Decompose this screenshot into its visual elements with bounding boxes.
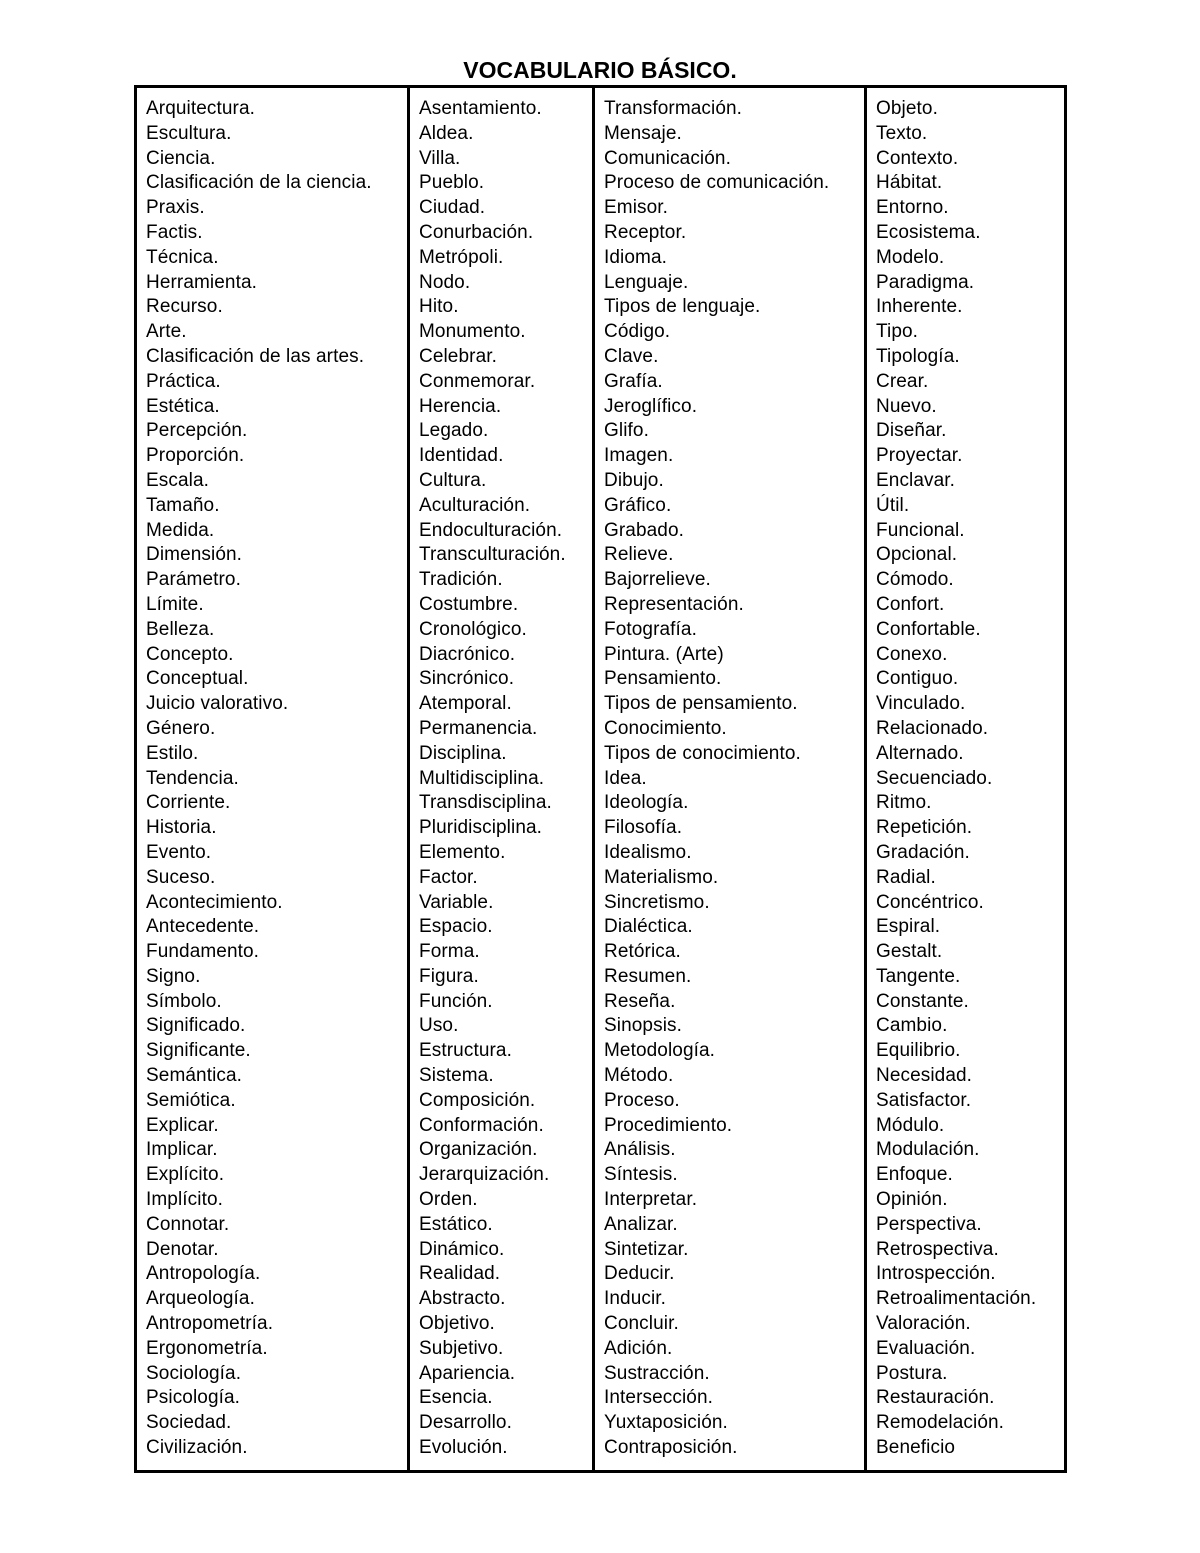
vocabulary-term: Dinámico.	[419, 1238, 505, 1260]
vocabulary-term: Antropometría.	[146, 1313, 274, 1335]
vocabulary-term: Idioma.	[604, 246, 668, 268]
vocabulary-term: Estética.	[146, 395, 220, 417]
vocabulary-term: Herencia.	[419, 395, 502, 417]
vocabulary-term: Civilización.	[146, 1437, 248, 1459]
vocabulary-term: Relacionado.	[876, 717, 989, 739]
vocabulary-term: Hábitat.	[876, 172, 943, 194]
vocabulary-term: Confort.	[876, 593, 945, 615]
vocabulary-column-1	[137, 88, 410, 1470]
vocabulary-term: Fundamento.	[146, 941, 260, 963]
vocabulary-term: Remodelación.	[876, 1412, 1005, 1434]
vocabulary-term: Sustracción.	[604, 1362, 710, 1384]
vocabulary-term: Modelo.	[876, 246, 945, 268]
vocabulary-term: Cronológico.	[419, 618, 527, 640]
vocabulary-column-4	[867, 88, 1064, 1470]
vocabulary-term: Asentamiento.	[419, 98, 542, 119]
vocabulary-term: Semiótica.	[146, 1089, 236, 1111]
vocabulary-term: Ciudad.	[419, 197, 486, 219]
vocabulary-term: Transdisciplina.	[419, 792, 552, 814]
vocabulary-term: Historia.	[146, 817, 217, 839]
vocabulary-term: Objeto.	[876, 98, 938, 119]
vocabulary-term: Variable.	[419, 891, 494, 913]
vocabulary-term: Tamaño.	[146, 494, 220, 516]
vocabulary-term: Imagen.	[604, 445, 674, 467]
vocabulary-term: Relieve.	[604, 544, 674, 566]
vocabulary-term: Contiguo.	[876, 668, 959, 690]
vocabulary-term: Deducir.	[604, 1263, 675, 1285]
vocabulary-term: Retroalimentación.	[876, 1288, 1037, 1310]
vocabulary-term: Significante.	[146, 1040, 251, 1062]
vocabulary-term: Jeroglífico.	[604, 395, 698, 417]
vocabulary-term: Realidad.	[419, 1263, 501, 1285]
vocabulary-term: Proceso de comunicación.	[604, 172, 830, 194]
vocabulary-term: Monumento.	[419, 321, 526, 343]
vocabulary-term: Espiral.	[876, 916, 941, 938]
vocabulary-term: Desarrollo.	[419, 1412, 512, 1434]
vocabulary-term: Explicar.	[146, 1114, 219, 1136]
vocabulary-term: Identidad.	[419, 445, 504, 467]
vocabulary-term: Receptor.	[604, 221, 687, 243]
vocabulary-term: Concepto.	[146, 643, 234, 665]
vocabulary-term: Contexto.	[876, 147, 959, 169]
vocabulary-term: Suceso.	[146, 866, 216, 888]
vocabulary-term: Vinculado.	[876, 693, 966, 715]
vocabulary-term: Hito.	[419, 296, 459, 318]
vocabulary-term: Evento.	[146, 841, 212, 863]
vocabulary-term: Pensamiento.	[604, 668, 722, 690]
vocabulary-term: Método.	[604, 1065, 674, 1087]
vocabulary-term: Clave.	[604, 345, 659, 367]
vocabulary-term: Ideología.	[604, 792, 689, 814]
vocabulary-column-2	[410, 88, 595, 1470]
vocabulary-term: Escala.	[146, 469, 210, 491]
vocabulary-term: Texto.	[876, 122, 928, 144]
vocabulary-term: Representación.	[604, 593, 744, 615]
vocabulary-term: Arquitectura.	[146, 98, 256, 119]
vocabulary-term: Concéntrico.	[876, 891, 984, 913]
vocabulary-term: Pueblo.	[419, 172, 485, 194]
vocabulary-term: Organización.	[419, 1139, 538, 1161]
vocabulary-term: Mensaje.	[604, 122, 682, 144]
vocabulary-term: Secuenciado.	[876, 767, 993, 789]
vocabulary-term: Filosofía.	[604, 817, 683, 839]
vocabulary-term: Factis.	[146, 221, 203, 243]
vocabulary-term: Sistema.	[419, 1065, 494, 1087]
vocabulary-term: Semántica.	[146, 1065, 243, 1087]
vocabulary-term: Belleza.	[146, 618, 215, 640]
vocabulary-term: Tipos de lenguaje.	[604, 296, 761, 318]
vocabulary-term: Factor.	[419, 866, 478, 888]
vocabulary-term: Evolución.	[419, 1437, 508, 1459]
vocabulary-term: Figura.	[419, 965, 479, 987]
vocabulary-term: Jerarquización.	[419, 1164, 550, 1186]
vocabulary-term: Aculturación.	[419, 494, 531, 516]
vocabulary-term: Forma.	[419, 941, 480, 963]
vocabulary-term: Significado.	[146, 1015, 246, 1037]
vocabulary-term: Antecedente.	[146, 916, 260, 938]
vocabulary-term: Diseñar.	[876, 420, 947, 442]
vocabulary-term: Restauración.	[876, 1387, 995, 1409]
vocabulary-term: Inherente.	[876, 296, 963, 318]
vocabulary-term: Útil.	[876, 494, 910, 516]
vocabulary-term: Arte.	[146, 321, 187, 343]
vocabulary-term: Técnica.	[146, 246, 219, 268]
vocabulary-term: Apariencia.	[419, 1362, 516, 1384]
vocabulary-term: Necesidad.	[876, 1065, 973, 1087]
vocabulary-term: Síntesis.	[604, 1164, 678, 1186]
vocabulary-term: Enfoque.	[876, 1164, 953, 1186]
vocabulary-term: Elemento.	[419, 841, 506, 863]
vocabulary-term: Entorno.	[876, 197, 949, 219]
vocabulary-term: Disciplina.	[419, 742, 507, 764]
vocabulary-term: Orden.	[419, 1189, 478, 1211]
vocabulary-term: Proyectar.	[876, 445, 963, 467]
vocabulary-term: Espacio.	[419, 916, 493, 938]
vocabulary-term: Multidisciplina.	[419, 767, 545, 789]
vocabulary-term: Abstracto.	[419, 1288, 506, 1310]
vocabulary-term: Objetivo.	[419, 1313, 495, 1335]
vocabulary-term: Costumbre.	[419, 593, 519, 615]
vocabulary-term: Estilo.	[146, 742, 199, 764]
vocabulary-term: Comunicación.	[604, 147, 731, 169]
vocabulary-term: Concluir.	[604, 1313, 679, 1335]
vocabulary-term: Procedimiento.	[604, 1114, 733, 1136]
vocabulary-term: Juicio valorativo.	[146, 693, 289, 715]
vocabulary-term: Valoración.	[876, 1313, 971, 1335]
vocabulary-term: Transculturación.	[419, 544, 566, 566]
vocabulary-term: Interpretar.	[604, 1189, 698, 1211]
vocabulary-term: Estático.	[419, 1213, 493, 1235]
vocabulary-term: Perspectiva.	[876, 1213, 982, 1235]
vocabulary-term: Evaluación.	[876, 1337, 976, 1359]
vocabulary-term: Ergonometría.	[146, 1337, 268, 1359]
vocabulary-term: Subjetivo.	[419, 1337, 504, 1359]
vocabulary-term: Crear.	[876, 370, 929, 392]
vocabulary-term: Denotar.	[146, 1238, 219, 1260]
vocabulary-term: Signo.	[146, 965, 201, 987]
vocabulary-term: Contraposición.	[604, 1437, 738, 1459]
vocabulary-term: Resumen.	[604, 965, 692, 987]
vocabulary-term: Clasificación de las artes.	[146, 345, 365, 367]
vocabulary-term: Pluridisciplina.	[419, 817, 543, 839]
vocabulary-term: Símbolo.	[146, 990, 222, 1012]
vocabulary-term: Materialismo.	[604, 866, 719, 888]
vocabulary-term: Retrospectiva.	[876, 1238, 999, 1260]
vocabulary-term: Postura.	[876, 1362, 948, 1384]
vocabulary-term: Opcional.	[876, 544, 958, 566]
vocabulary-term: Corriente.	[146, 792, 231, 814]
vocabulary-term: Radial.	[876, 866, 936, 888]
vocabulary-term: Implícito.	[146, 1189, 224, 1211]
vocabulary-term: Proceso.	[604, 1089, 680, 1111]
vocabulary-term: Diacrónico.	[419, 643, 516, 665]
vocabulary-term: Práctica.	[146, 370, 221, 392]
vocabulary-term: Conexo.	[876, 643, 948, 665]
vocabulary-term: Estructura.	[419, 1040, 512, 1062]
vocabulary-term: Retórica.	[604, 941, 681, 963]
vocabulary-term: Implicar.	[146, 1139, 218, 1161]
vocabulary-term: Tendencia.	[146, 767, 239, 789]
vocabulary-term: Sincretismo.	[604, 891, 710, 913]
vocabulary-table	[134, 85, 1067, 1473]
vocabulary-term: Análisis.	[604, 1139, 676, 1161]
vocabulary-term: Acontecimiento.	[146, 891, 283, 913]
vocabulary-term: Herramienta.	[146, 271, 258, 293]
vocabulary-term: Adición.	[604, 1337, 673, 1359]
vocabulary-term: Recurso.	[146, 296, 223, 318]
vocabulary-term: Modulación.	[876, 1139, 980, 1161]
vocabulary-term: Enclavar.	[876, 469, 956, 491]
vocabulary-term: Celebrar.	[419, 345, 497, 367]
vocabulary-column-3	[595, 88, 867, 1470]
vocabulary-term: Tipos de conocimiento.	[604, 742, 801, 764]
vocabulary-term: Función.	[419, 990, 493, 1012]
vocabulary-term: Cultura.	[419, 469, 487, 491]
vocabulary-term: Inducir.	[604, 1288, 667, 1310]
vocabulary-term: Ecosistema.	[876, 221, 981, 243]
vocabulary-term: Conceptual.	[146, 668, 249, 690]
vocabulary-term: Fotografía.	[604, 618, 697, 640]
vocabulary-term: Conocimiento.	[604, 717, 727, 739]
vocabulary-term: Conurbación.	[419, 221, 534, 243]
vocabulary-term: Pintura. (Arte)	[604, 643, 724, 665]
vocabulary-term: Atemporal.	[419, 693, 512, 715]
vocabulary-term: Idea.	[604, 767, 647, 789]
vocabulary-term: Sincrónico.	[419, 668, 515, 690]
vocabulary-term: Cómodo.	[876, 569, 954, 591]
vocabulary-term: Sinopsis.	[604, 1015, 682, 1037]
vocabulary-term: Código.	[604, 321, 671, 343]
vocabulary-term: Sociedad.	[146, 1412, 232, 1434]
vocabulary-term: Nuevo.	[876, 395, 937, 417]
vocabulary-term: Emisor.	[604, 197, 669, 219]
vocabulary-term: Esencia.	[419, 1387, 493, 1409]
vocabulary-term: Bajorrelieve.	[604, 569, 711, 591]
vocabulary-term: Psicología.	[146, 1387, 241, 1409]
vocabulary-term: Tipología.	[876, 345, 960, 367]
vocabulary-term: Medida.	[146, 519, 215, 541]
vocabulary-term: Gráfico.	[604, 494, 672, 516]
vocabulary-term: Dibujo.	[604, 469, 664, 491]
vocabulary-term: Introspección.	[876, 1263, 996, 1285]
page-title: VOCABULARIO BÁSICO.	[463, 57, 737, 83]
vocabulary-term: Tangente.	[876, 965, 961, 987]
vocabulary-term: Transformación.	[604, 98, 743, 119]
vocabulary-term: Explícito.	[146, 1164, 225, 1186]
vocabulary-term: Legado.	[419, 420, 489, 442]
vocabulary-term: Beneficio	[876, 1437, 956, 1459]
vocabulary-term: Arqueología.	[146, 1288, 255, 1310]
vocabulary-term: Conformación.	[419, 1114, 544, 1136]
vocabulary-term: Género.	[146, 717, 216, 739]
vocabulary-term: Parámetro.	[146, 569, 241, 591]
vocabulary-term: Tipos de pensamiento.	[604, 693, 798, 715]
vocabulary-term: Analizar.	[604, 1213, 678, 1235]
vocabulary-term: Módulo.	[876, 1114, 945, 1136]
vocabulary-term: Idealismo.	[604, 841, 692, 863]
vocabulary-term: Escultura.	[146, 122, 232, 144]
vocabulary-term: Clasificación de la ciencia.	[146, 172, 372, 194]
vocabulary-term: Paradigma.	[876, 271, 975, 293]
vocabulary-term: Yuxtaposición.	[604, 1412, 728, 1434]
vocabulary-term: Constante.	[876, 990, 969, 1012]
vocabulary-term: Repetición.	[876, 817, 973, 839]
vocabulary-term: Reseña.	[604, 990, 676, 1012]
vocabulary-term: Grafía.	[604, 370, 663, 392]
vocabulary-term: Composición.	[419, 1089, 536, 1111]
vocabulary-term: Límite.	[146, 593, 204, 615]
vocabulary-term: Lenguaje.	[604, 271, 689, 293]
vocabulary-term: Metrópoli.	[419, 246, 504, 268]
vocabulary-term: Conmemorar.	[419, 370, 536, 392]
vocabulary-term: Endoculturación.	[419, 519, 563, 541]
vocabulary-term: Confortable.	[876, 618, 981, 640]
vocabulary-term: Glifo.	[604, 420, 649, 442]
vocabulary-term: Equilibrio.	[876, 1040, 961, 1062]
vocabulary-term: Intersección.	[604, 1387, 714, 1409]
vocabulary-term: Dialéctica.	[604, 916, 693, 938]
vocabulary-term: Alternado.	[876, 742, 964, 764]
vocabulary-term: Nodo.	[419, 271, 471, 293]
vocabulary-term: Antropología.	[146, 1263, 261, 1285]
vocabulary-term: Sociología.	[146, 1362, 242, 1384]
vocabulary-term: Cambio.	[876, 1015, 948, 1037]
vocabulary-term: Funcional.	[876, 519, 965, 541]
vocabulary-term: Ciencia.	[146, 147, 216, 169]
vocabulary-term: Satisfactor.	[876, 1089, 972, 1111]
vocabulary-term: Praxis.	[146, 197, 205, 219]
vocabulary-term: Gradación.	[876, 841, 970, 863]
vocabulary-term: Ritmo.	[876, 792, 932, 814]
vocabulary-term: Grabado.	[604, 519, 685, 541]
vocabulary-term: Tradición.	[419, 569, 503, 591]
vocabulary-term: Metodología.	[604, 1040, 716, 1062]
vocabulary-term: Dimensión.	[146, 544, 243, 566]
vocabulary-term: Uso.	[419, 1015, 459, 1037]
vocabulary-term: Villa.	[419, 147, 461, 169]
vocabulary-term: Opinión.	[876, 1189, 948, 1211]
vocabulary-term: Sintetizar.	[604, 1238, 689, 1260]
vocabulary-term: Proporción.	[146, 445, 245, 467]
vocabulary-term: Permanencia.	[419, 717, 538, 739]
vocabulary-term: Gestalt.	[876, 941, 943, 963]
vocabulary-term: Tipo.	[876, 321, 919, 343]
vocabulary-term: Connotar.	[146, 1213, 230, 1235]
vocabulary-term: Percepción.	[146, 420, 248, 442]
vocabulary-term: Aldea.	[419, 122, 474, 144]
